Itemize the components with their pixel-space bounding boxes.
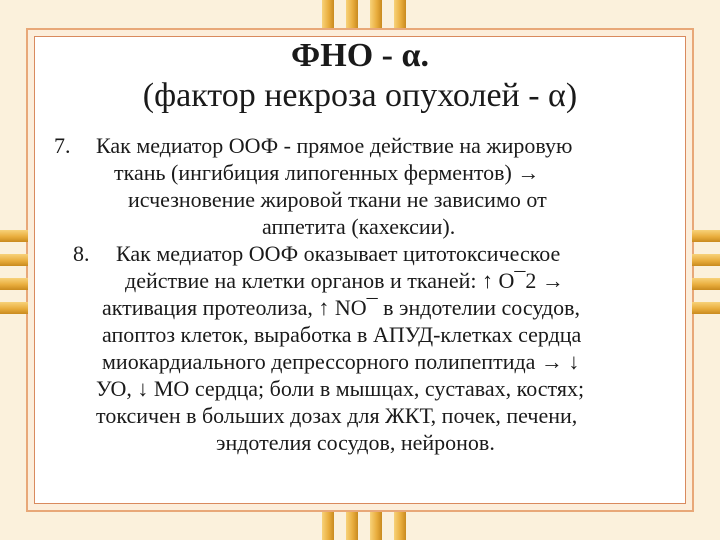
right-bar-decoration	[692, 254, 720, 266]
bottom-bar-decoration	[346, 512, 358, 540]
left-bar-decoration	[0, 230, 28, 242]
left-bar-decoration	[0, 278, 28, 290]
right-bar-decoration	[692, 302, 720, 314]
item-line: УО, ↓ МО сердца; боли в мышцах, суставах, костях;	[96, 376, 585, 401]
item-number: 8.	[73, 241, 90, 266]
left-bar-decoration	[0, 302, 28, 314]
left-bar-decoration	[0, 254, 28, 266]
item-line: ткань (ингибиция липогенных ферментов) →	[114, 160, 540, 185]
item-number: 7.	[54, 133, 71, 158]
item-line: аппетита (кахексии).	[262, 214, 456, 239]
bottom-bar-decoration	[370, 512, 382, 540]
item-line: эндотелия сосудов, нейронов.	[216, 430, 495, 455]
bottom-bar-decoration	[322, 512, 334, 540]
right-bar-decoration	[692, 278, 720, 290]
item-line: апоптоз клеток, выработка в АПУД-клетках сердца	[102, 322, 582, 347]
top-bar-decoration	[322, 0, 334, 28]
list-item-7	[40, 132, 680, 240]
title-main: ФНО - α.	[291, 37, 429, 74]
bottom-bar-decoration	[394, 512, 406, 540]
item-line: токсичен в больших дозах для ЖКТ, почек, печени,	[96, 403, 578, 428]
title-subtitle: (фактор некроза опухолей - α)	[142, 77, 578, 114]
slide-content	[40, 132, 680, 456]
top-bar-decoration	[346, 0, 358, 28]
item-line: активация протеолиза, ↑ NO¯ в эндотелии сосудов,	[102, 295, 581, 320]
top-bar-decoration	[394, 0, 406, 28]
item-line: действие на клетки органов и тканей: ↑ О¯2 →	[125, 268, 564, 293]
item-line: Как медиатор ООФ оказывает цитотоксическое	[116, 241, 561, 266]
slide-title	[40, 36, 680, 116]
item-line: Как медиатор ООФ - прямое действие на жировую	[96, 133, 573, 158]
item-line: исчезновение жировой ткани не зависимо от	[128, 187, 547, 212]
right-bar-decoration	[692, 230, 720, 242]
item-line: миокардиального депрессорного полипептида → ↓	[102, 349, 580, 374]
top-bar-decoration	[370, 0, 382, 28]
list-item-8	[40, 240, 680, 456]
